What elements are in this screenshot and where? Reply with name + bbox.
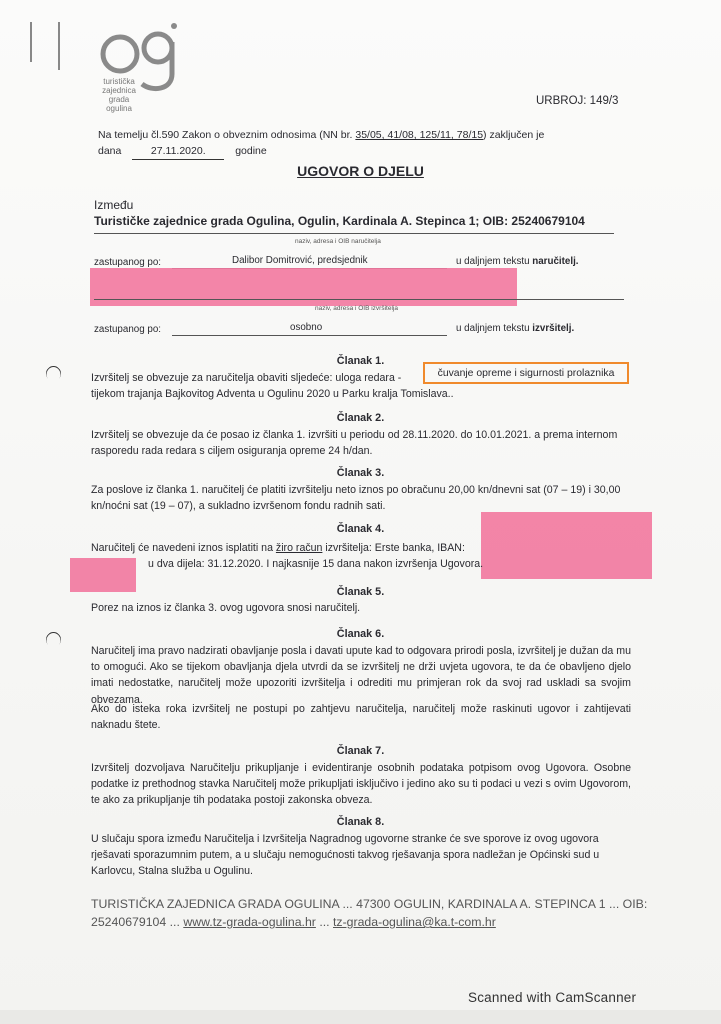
redaction-party2	[90, 268, 517, 306]
article-1-text-b: tijekom trajanja Bajkovitog Adventa u Ogulinu 2020 u Parku kralja Tomislava..	[91, 388, 454, 400]
article-7-text: Izvršitelj dozvoljava Naručitelju prikupljanje i evidentiranje osobnih podataka potpisom ovog Ugovora. Osobne podatke iz prethodnog stavka Naručitelj može prikupljati isključivo i jedino ako su ti podaci u vezi s ovim Ugovorom, te ako za prikupljanje tih podataka postoji zakonska obveza.	[91, 762, 631, 807]
article-2-heading: Članak 2.	[336, 412, 385, 424]
footer-web-link[interactable]: www.tz-grada-ogulina.hr	[183, 915, 316, 929]
intro-line: Na temelju čl.590 Zakon o obveznim odnosima (NN br. 35/05, 41/08, 125/11, 78/15) zaključen je	[98, 129, 545, 141]
article-6-text2: Ako do isteka roka izvršitelj ne postupi po zahtjevu naručitelja, naručitelj može raskinuti ugovor i zahtijevati naknadu štete.	[91, 703, 631, 732]
representative-1: Dalibor Domitrović, predsjednik	[232, 255, 368, 266]
article-5-heading: Članak 5.	[336, 586, 385, 598]
article-6-text: Naručitelj ima pravo nadzirati obavljanje posla i davati upute kad to odgovara prirodi posla, izvršitelj je dužan da mu to omogući. Ako se tijekom obavljanja djela utvrdi da se izvršitelj ne drži uvjeta ugovora, te da će obavljeno djelo imati nedostatke, naručitelj može upozoriti izvršitelja i odrediti mu primjeran rok da svoj rad uskladi sa svojim obvezama.	[91, 645, 631, 706]
representative-2: osobno	[290, 322, 323, 333]
article-1-heading: Članak 1.	[336, 355, 385, 367]
article-3-text: Za poslove iz članka 1. naručitelj će platiti izvršitelju neto iznos po obračunu 20,00 kn/dnevni sat (07 – 19) i 30,00 kn/noćni sat (19 – 07), a sukladno izvršenom fondu radnih sati.	[91, 484, 621, 513]
date-value: 27.11.2020.	[132, 144, 224, 160]
zastupanog-label-1: zastupanog po:	[94, 257, 161, 268]
footer-email-link[interactable]: tz-grada-ogulina@ka.t-com.hr	[333, 915, 496, 929]
party1-name: Turističke zajednice grada Ogulina, Ogulin, Kardinala A. Stepinca 1; OIB: 25240679104	[94, 214, 585, 228]
bottom-strip	[0, 1010, 721, 1024]
article-4-line1: Naručitelj će navedeni iznos isplatiti na žiro račun izvršitelja: Erste banka, IBAN:	[91, 542, 465, 554]
date-line: dana 27.11.2020. godine	[98, 144, 267, 160]
logo	[92, 12, 192, 124]
footer-line-1: TURISTIČKA ZAJEDNICA GRADA OGULINA ... 47300 OGULIN, KARDINALA A. STEPINCA 1 ... OIB:	[91, 897, 648, 911]
izmedu-label: Između	[94, 198, 134, 212]
article-4-line2: u dva dijela: 31.12.2020. I najkasnije 15 dana nakon izvršenja Ugovora.	[148, 558, 484, 570]
article-1-text-a: Izvršitelj se obvezuje za naručitelja obaviti sljedeće: uloga redara -	[91, 372, 402, 384]
urbroj: URBROJ: 149/3	[536, 95, 619, 107]
article-3-heading: Članak 3.	[336, 467, 385, 479]
redaction-iban	[481, 512, 652, 579]
document-title: UGOVOR O DJELU	[297, 163, 424, 179]
article-1-highlight: čuvanje opreme i sigurnosti prolaznika	[423, 362, 629, 384]
caption-naručitelj: naziv, adresa i OIB naručitelja	[295, 238, 381, 245]
party2-underline	[94, 299, 624, 300]
footer-line-2: 25240679104 ... www.tz-grada-ogulina.hr ... tz-grada-ogulina@ka.t-com.hr	[91, 915, 496, 929]
party1-underline	[94, 233, 614, 234]
article-8-text: U slučaju spora između Naručitelja i Izvršitelja Nagradnog ugovorne stranke će sve sporove iz ovog ugovora rješavati sporazumnim putem, a u slučaju nemogućnosti takvog rješavanja spora nadležan je Općinski sud u Karlovcu, Stalna služba u Ogulinu.	[91, 833, 600, 878]
article-6-heading: Članak 6.	[336, 628, 385, 640]
camscanner-watermark: Scanned with CamScanner	[468, 990, 637, 1005]
logo-text: turistička zajednica grada ogulina	[102, 77, 136, 113]
role-naručitelj: u daljnjem tekstu naručitelj.	[456, 256, 579, 267]
article-4-heading: Članak 4.	[336, 523, 385, 535]
article-8-heading: Članak 8.	[336, 816, 385, 828]
role-izvršitelj: u daljnjem tekstu izvršitelj.	[456, 323, 575, 334]
margin-mark	[58, 22, 60, 70]
article-2-text: Izvršitelj se obvezuje da će posao iz članka 1. izvršiti u periodu od 28.11.2020. do 10.01.2021. a prema internom rasporedu rada redara s ciljem osiguranja opreme 24 h/dan.	[91, 429, 618, 458]
rep2-underline	[172, 335, 447, 336]
margin-mark	[30, 22, 32, 62]
zastupanog-label-2: zastupanog po:	[94, 324, 161, 335]
article-7-heading: Članak 7.	[336, 745, 385, 757]
article-5-text: Porez na iznos iz članka 3. ovog ugovora snosi naručitelj.	[91, 602, 361, 614]
caption-izvršitelj: naziv, adresa i OIB izvršitelja	[315, 305, 398, 312]
